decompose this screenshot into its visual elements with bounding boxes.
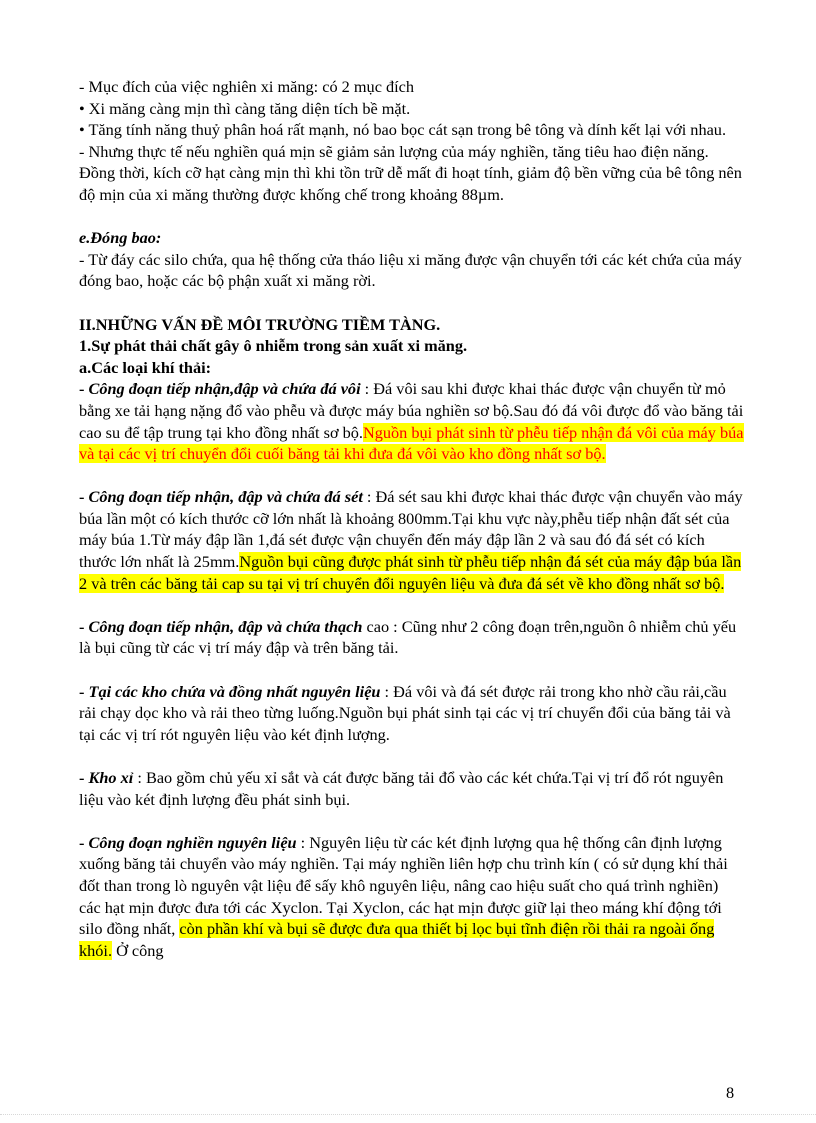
paragraph-packing: - Từ đáy các silo chứa, qua hệ thống cửa tháo liệu xi măng được vận chuyển tới các két chứa của máy đóng bao, hoặc các bộ phận xuất xi măng rời. xyxy=(79,249,742,291)
page-content xyxy=(79,76,744,961)
heading-packing: e.Đóng bao: xyxy=(79,228,162,248)
storage-label: Tại các kho chứa và đồng nhất nguyên liệu xyxy=(88,681,381,701)
dash: - xyxy=(79,681,89,701)
clay-text: : Đá sét sau khi được khai thác được vận chuyển vào máy búa lần một có kích thước cỡ lớn nhất là khoảng 800mm.Tại khu vực này,phễu tiếp nhận đất sét của máy búa 1.Từ máy đập lần 1,đá sét được vận chuyển đến máy đập lần 2 và sau đó đá sét có kích thước lớn nhất là 25mm. xyxy=(79,487,743,572)
dash: - xyxy=(79,379,89,399)
dash: - xyxy=(79,487,89,507)
page-number: 8 xyxy=(726,1083,735,1102)
section-heading: II.NHỮNG VẤN ĐỀ MÔI TRƯỜNG TIỀM TÀNG. xyxy=(79,314,441,334)
storage-text: : Đá vôi và đá sét được rải trong kho nhờ cầu rải,cầu rải chạy dọc kho và rải theo từng luống.Nguồn bụi phát sinh tại các vị trí chuyển đổi của băng tải và tại các vị trí rót nguyên liệu vào két định lượng. xyxy=(79,681,731,744)
clay-highlight: Nguồn bụi cũng được phát sinh từ phễu tiếp nhận đá sét của máy đập búa lần 2 và trên các băng tải cap su tại vị trí chuyển đổi nguyên liệu và đưa đá sét về kho đồng nhất sơ bộ. xyxy=(79,552,742,593)
subsubsection-heading: a.Các loại khí thải: xyxy=(79,357,212,377)
dash: - xyxy=(79,616,89,636)
slag-text: : Bao gồm chủ yếu xỉ sắt và cát được băng tải đổ vào các két chứa.Tại vị trí đổ rót nguyên liệu vào két định lượng đều phát sinh bụi. xyxy=(79,768,724,809)
dash: - xyxy=(79,832,89,852)
bullet-hydration: • Tăng tính năng thuỷ phân hoá rất mạnh, nó bao bọc cát sạn trong bê tông và dính kết lại với nhau. xyxy=(79,120,727,140)
paragraph-storage xyxy=(79,681,744,746)
limestone-text: : Đá vôi sau khi được khai thác được vận chuyển từ mỏ bằng xe tải hạng nặng đổ vào phễu và được máy búa nghiền sơ bộ.Sau đó đá vôi được đổ vào băng tải cao su để tập trung tại kho đồng nhất sơ bộ. xyxy=(79,379,744,442)
paragraph-slag xyxy=(79,767,744,810)
gypsum-label: Công đoạn tiếp nhận, đập và chứa thạch xyxy=(88,616,363,636)
footer-divider xyxy=(0,1114,816,1115)
paragraph-fineness: - Nhưng thực tế nếu nghiền quá mịn sẽ giảm sản lượng của máy nghiền, tăng tiêu hao điện năng. Đồng thời, kích cỡ hạt càng mịn thì khi tồn trữ dễ mất đi hoạt tính, giảm độ bền vững của bê tông nên độ mịn của xi măng thường được khống chế trong khoảng 88µm. xyxy=(79,141,742,204)
paragraph-clay xyxy=(79,486,744,594)
grinding-highlight: còn phần khí và bụi sẽ được đưa qua thiết bị lọc bụi tĩnh điện rồi thải ra ngoài ống khói. xyxy=(79,919,715,960)
limestone-highlight: Nguồn bụi phát sinh từ phễu tiếp nhận đá vôi của máy búa và tại các vị trí chuyển đổi cuối băng tải khi đưa đá vôi vào kho đồng nhất sơ bộ. xyxy=(79,422,744,464)
paragraph-purpose: - Mục đích của việc nghiên xi măng: có 2 mục đích xyxy=(79,77,415,96)
paragraph-gypsum xyxy=(79,616,744,659)
subsection-heading: 1.Sự phát thải chất gây ô nhiễm trong sản xuất xi măng. xyxy=(79,336,468,356)
grinding-tail: Ở công xyxy=(112,940,164,960)
slag-label: Kho xỉ xyxy=(88,768,134,787)
limestone-label: Công đoạn tiếp nhận,đập và chứa đá vôi xyxy=(88,379,361,399)
dash: - xyxy=(79,768,89,787)
grinding-label: Công đoạn nghiền nguyên liệu xyxy=(88,832,297,852)
gypsum-text: cao : Cũng như 2 công đoạn trên,nguồn ô nhiễm chủ yếu là bụi cũng từ các vị trí máy đập và trên băng tải. xyxy=(79,616,737,658)
paragraph-grinding xyxy=(79,832,744,962)
bullet-surface-area: • Xi măng càng mịn thì càng tăng diện tích bề mặt. xyxy=(79,98,411,118)
clay-label: Công đoạn tiếp nhận, đập và chứa đá sét xyxy=(88,487,363,507)
paragraph-limestone xyxy=(79,378,744,464)
grinding-text: : Nguyên liệu từ các két định lượng qua hệ thống cân định lượng xuống băng tải chuyển vào máy nghiền. Tại máy nghiền liên hợp chu trình kín ( có sử dụng khí thải đốt than trong lò nguyên vật liệu để sấy khô nguyên liệu, nâng cao hiệu suất cho quá trình nghiền) các hạt mịn được đưa tới các Xyclon. Tại Xyclon, các hạt mịn được giữ lại theo máng khí động tới silo đồng nhất, xyxy=(79,832,728,939)
